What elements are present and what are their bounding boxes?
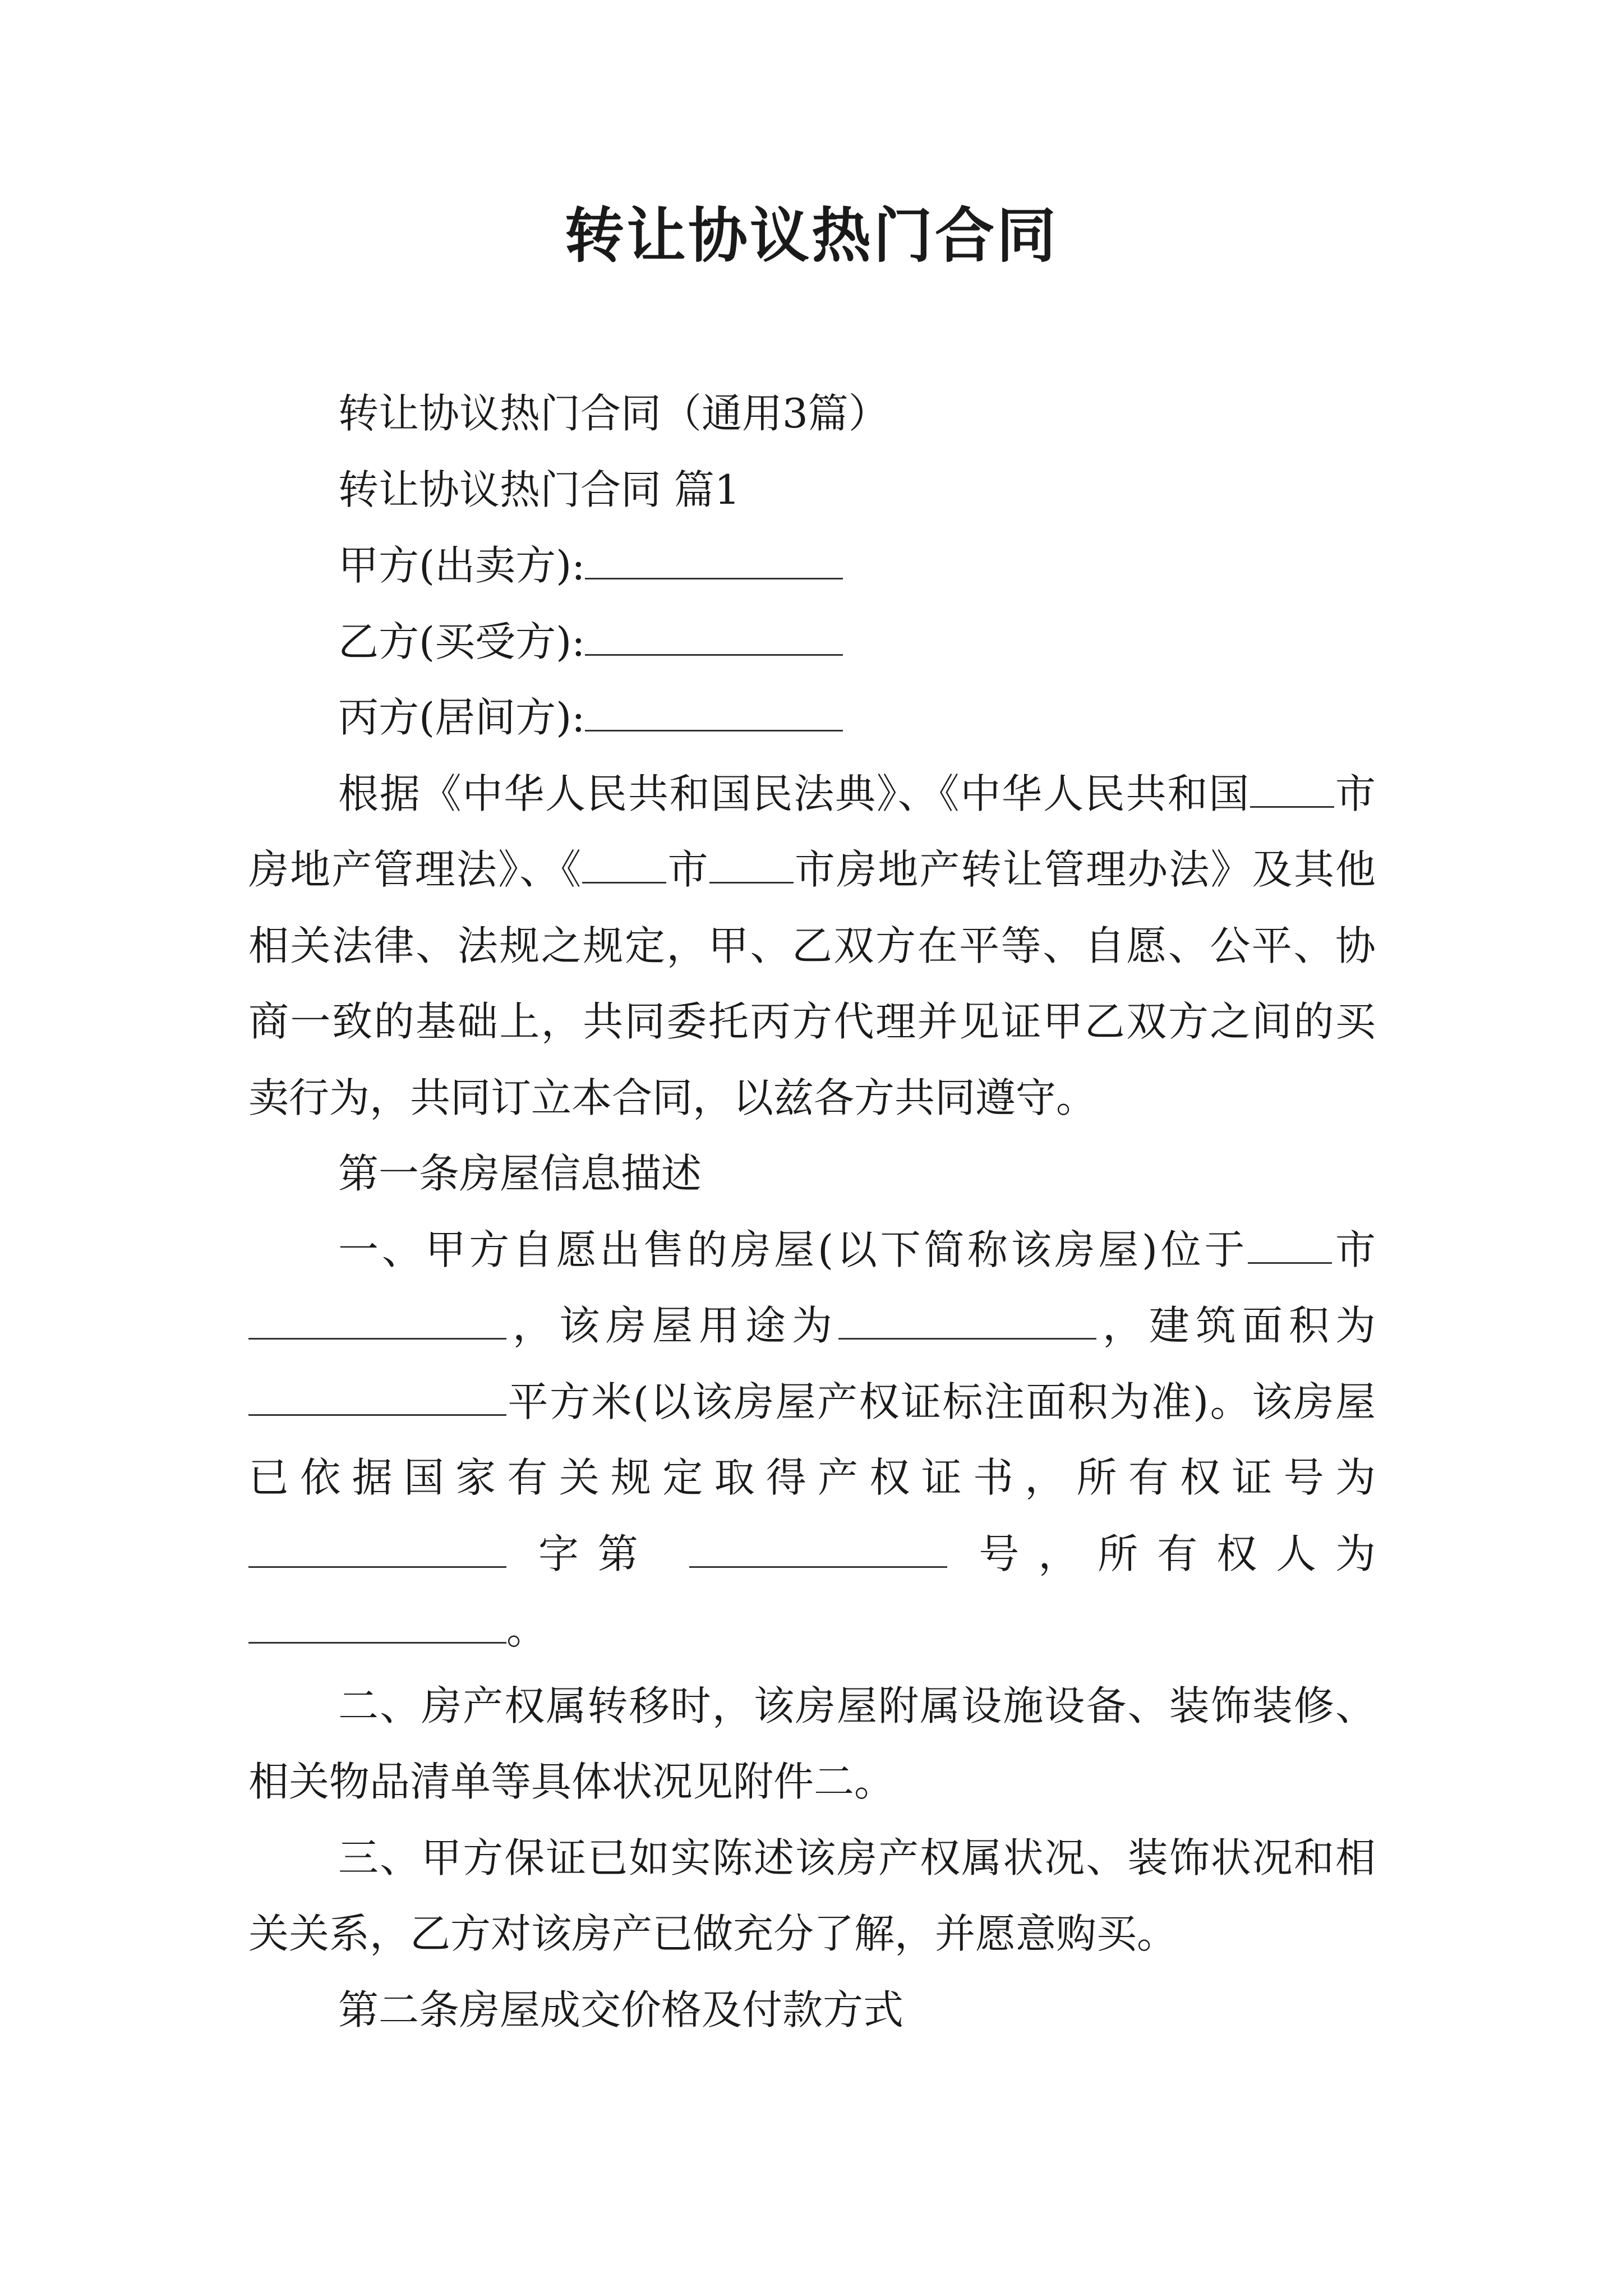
party-b-label: 乙方(买受方):	[338, 618, 585, 665]
article1-item2: 二、房产权属转移时，该房屋附属设施设备、装饰装修、相关物品清单等具体状况见附件二。	[248, 1682, 1376, 1805]
a1i1-text-8: 。	[506, 1606, 547, 1653]
party-c-line	[248, 680, 1376, 756]
intro-text-3: 市	[666, 846, 709, 893]
article1-title: 第一条房屋信息描述	[338, 1150, 702, 1197]
a1i1-text-4: ，建筑面积为	[1096, 1302, 1376, 1349]
a1i1-blank-area[interactable]	[248, 1381, 506, 1416]
subtitle: 转让协议热门合同（通用3篇）	[338, 390, 889, 437]
a1i1-blank-location[interactable]	[248, 1304, 506, 1340]
a1i1-text-2: 市	[1332, 1226, 1376, 1273]
a1i1-blank-usage[interactable]	[838, 1304, 1096, 1340]
intro-blank-1[interactable]	[1250, 772, 1334, 808]
a1i1-text-7: 号，所有权人为	[979, 1530, 1376, 1577]
a1i1-text-3: ，该房屋用途为	[506, 1302, 838, 1349]
a1i1-text-6: 字第	[538, 1530, 657, 1577]
a1i1-blank-cert-number[interactable]	[689, 1533, 947, 1568]
a1i1-text-5: 平方米(以该房屋产权证标注面积为准)。该房屋已依据国家有关规定取得产权证书，所有权证号为	[248, 1378, 1376, 1501]
a1i1-blank-city[interactable]	[1248, 1228, 1332, 1264]
article2-title: 第二条房屋成交价格及付款方式	[338, 1986, 904, 2033]
a1i1-blank-cert-prefix[interactable]	[248, 1533, 506, 1568]
part-heading: 转让协议热门合同 篇1	[338, 466, 740, 513]
intro-blank-3[interactable]	[709, 848, 794, 884]
party-a-label: 甲方(出卖方):	[338, 542, 585, 589]
document-title: 转让协议热门合同	[565, 200, 1058, 270]
party-c-blank[interactable]	[585, 696, 843, 731]
party-a-blank[interactable]	[585, 544, 843, 579]
a1i1-text-1: 一、甲方自愿出售的房屋(以下简称该房屋)位于	[338, 1226, 1248, 1273]
intro-blank-2[interactable]	[582, 848, 666, 884]
party-b-line	[248, 604, 1376, 680]
intro-text-1: 根据《中华人民共和国民法典》、《中华人民共和国	[338, 770, 1251, 817]
intro-text-4: 市房地产转让管理办法》及其他相关法律、法规之规定，甲、乙双方在平等、自愿、公平、协商一致的基础上，共同委托丙方代理并见证甲乙双方之间的买卖行为，共同订立本合同，以兹各方共同遵守。	[248, 846, 1376, 1121]
a1i1-blank-owner[interactable]	[248, 1608, 506, 1644]
intro-text-2: 市房地产管理法》、《	[248, 770, 1376, 893]
article1-item1	[248, 1212, 1376, 1668]
article1-item3: 三、甲方保证已如实陈述该房产权属状况、装饰状况和相关关系，乙方对该房产已做充分了解，并愿意购买。	[248, 1834, 1376, 1957]
party-c-label: 丙方(居间方):	[338, 694, 585, 741]
intro-paragraph	[248, 756, 1376, 1137]
party-a-line	[248, 528, 1376, 604]
document-body	[248, 376, 1376, 2048]
party-b-blank[interactable]	[585, 620, 843, 656]
